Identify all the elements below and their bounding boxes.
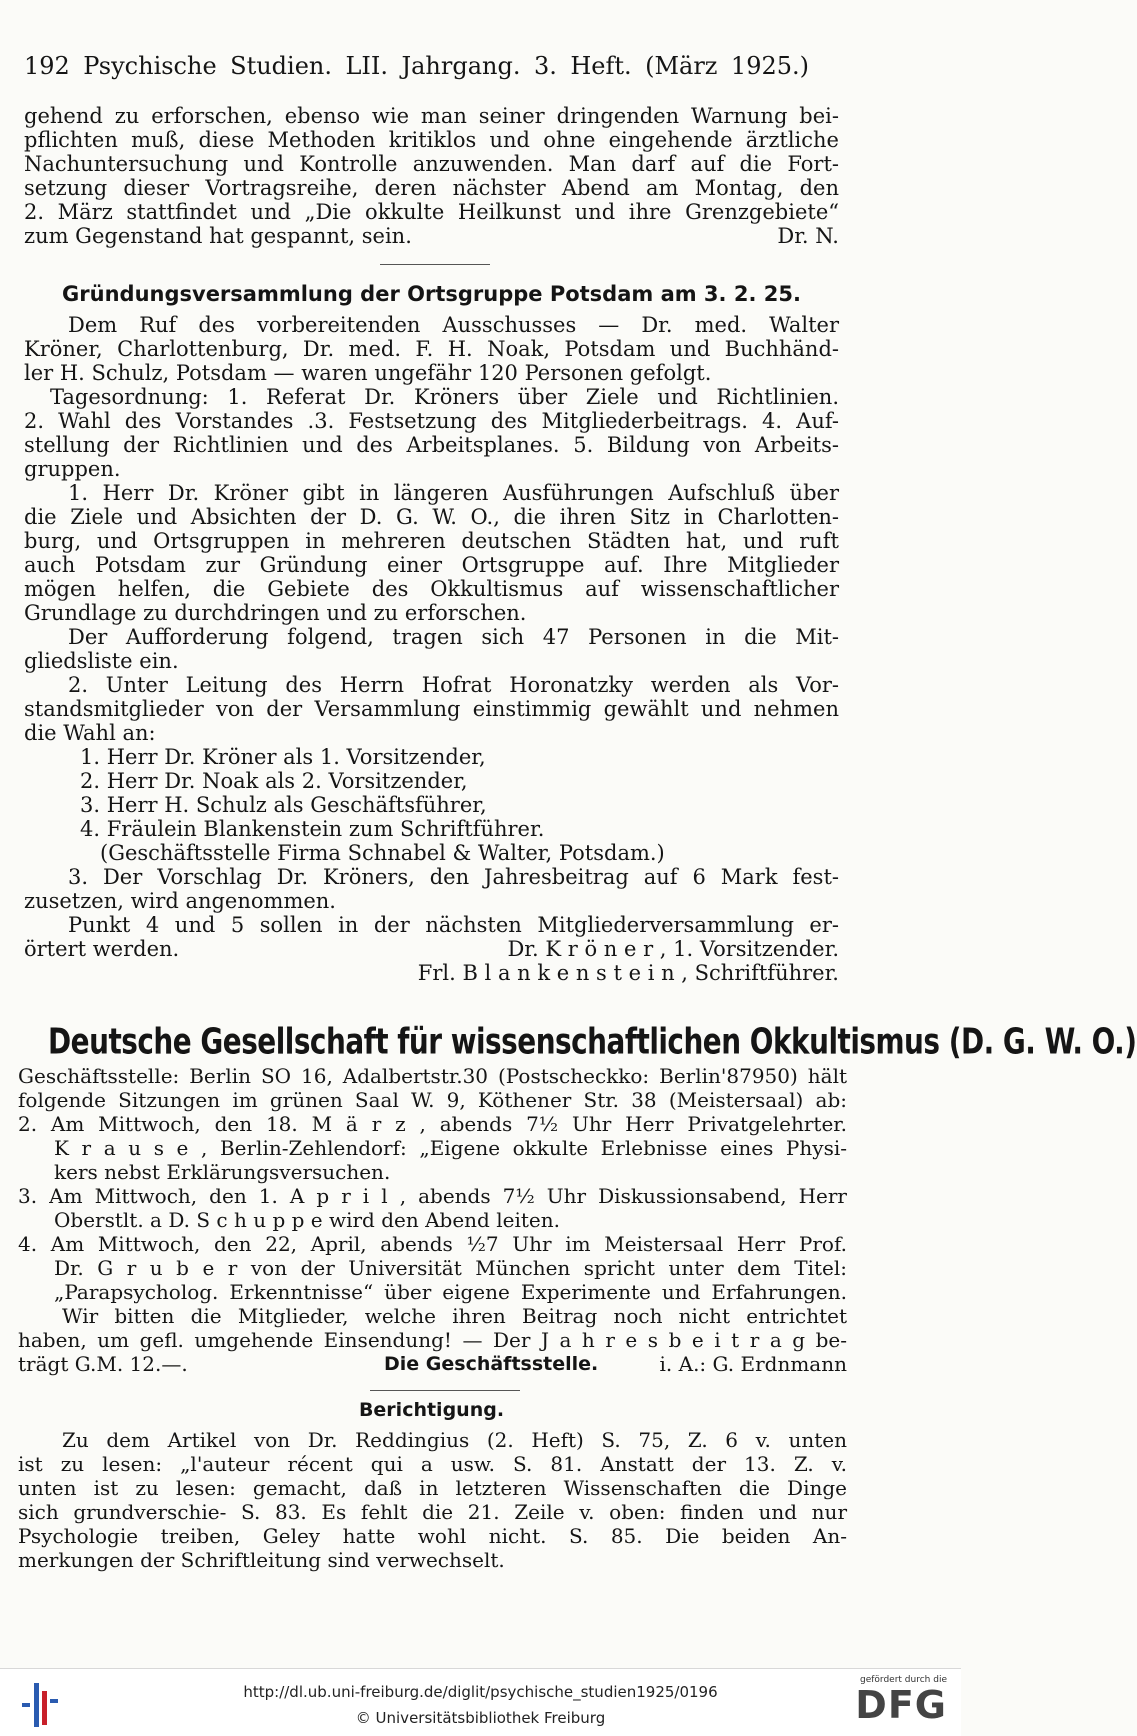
potsdam-line: ler H. Schulz, Potsdam — waren ungefähr 120 Personen gefolgt. <box>24 361 712 385</box>
signature-blankenstein: Frl. B l a n k e n s t e i n , Schriftführer. <box>417 961 839 985</box>
potsdam-line: gruppen. <box>24 457 121 481</box>
potsdam-line: Dem Ruf des vorbereitenden Ausschusses — Dr. med. Walter <box>68 313 839 337</box>
potsdam-line: mögen helfen, die Gebiete des Okkultismus auf wissenschaftlicher <box>24 577 839 601</box>
potsdam-line: stellung der Richtlinien und des Arbeitsplanes. 5. Bildung von Arbeits- <box>24 433 839 457</box>
dgwo-line: Geschäftsstelle: Berlin SO 16, Adalbertstr.30 (Postscheckko: Berlin'87950) hält <box>18 1064 847 1088</box>
potsdam-line: Kröner, Charlottenburg, Dr. med. F. H. Noak, Potsdam und Buchhänd- <box>24 337 839 361</box>
section-title-dgwo: Deutsche Gesellschaft für wissenschaftlichen Okkultismus (D. G. W. O.) <box>48 1021 1137 1063</box>
berichtigung-line: ist zu lesen: „l'auteur récent qui a usw. S. 81. Anstatt der 13. Z. v. <box>18 1452 847 1476</box>
potsdam-line: die Ziele und Absichten der D. G. W. O., die ihren Sitz in Charlotten- <box>24 505 839 529</box>
potsdam-line: Tagesordnung: 1. Referat Dr. Kröners über Ziele und Richtlinien. <box>50 385 839 409</box>
potsdam-line: zusetzen, wird angenommen. <box>24 889 336 913</box>
intro-line: pflichten muß, diese Methoden kritiklos und ohne eingehende ärztliche <box>24 128 839 152</box>
section-title-berichtigung: Berichtigung. <box>358 1399 505 1421</box>
dfg-funding-label: gefördert durch die <box>860 1675 947 1685</box>
potsdam-line: Der Aufforderung folgend, tragen sich 47 Personen in die Mit- <box>68 625 839 649</box>
berichtigung-line: Zu dem Artikel von Dr. Reddingius (2. Heft) S. 75, Z. 6 v. unten <box>62 1428 847 1452</box>
potsdam-line: auch Potsdam zur Gründung einer Ortsgruppe auf. Ihre Mitglieder <box>24 553 839 577</box>
berichtigung-last-line: merkungen der Schriftleitung sind verwechselt. <box>18 1548 505 1572</box>
signature-kroener: Dr. K r ö n e r , 1. Vorsitzender. <box>507 937 839 961</box>
potsdam-line: 3. Der Vorschlag Dr. Kröners, den Jahresbeitrag auf 6 Mark fest- <box>68 865 839 889</box>
running-head: 192 Psychische Studien. LII. Jahrgang. 3. Heft. (März 1925.) <box>24 52 809 80</box>
potsdam-last-line: örtert werden. <box>24 937 180 961</box>
intro-line: setzung dieser Vortragsreihe, deren nächster Abend am Montag, den <box>24 176 839 200</box>
potsdam-line: gliedsliste ein. <box>24 649 179 673</box>
signature-erdnmann: i. A.: G. Erdnmann <box>659 1352 847 1376</box>
intro-line: Nachuntersuchung und Kontrolle anzuwenden. Man darf auf die Fort- <box>24 152 839 176</box>
dgwo-line: K r a u s e , Berlin-Zehlendorf: „Eigene okkulte Erlebnisse eines Physi- <box>54 1136 847 1160</box>
signature-geschaeftsstelle: Die Geschäftsstelle. <box>384 1353 599 1375</box>
footer-bar <box>0 1668 961 1736</box>
berichtigung-line: sich grundverschie- S. 83. Es fehlt die 21. Zeile v. oben: finden und nur <box>18 1500 847 1524</box>
potsdam-line: 1. Herr Dr. Kröner gibt in längeren Ausführungen Aufschluß über <box>68 481 839 505</box>
board-member: 2. Herr Dr. Noak als 2. Vorsitzender, <box>80 769 468 793</box>
separator <box>380 264 490 265</box>
board-member: 3. Herr H. Schulz als Geschäftsführer, <box>80 793 487 817</box>
potsdam-line: burg, und Ortsgruppen in mehreren deutschen Städten hat, und ruft <box>24 529 839 553</box>
berichtigung-line: unten ist zu lesen: gemacht, daß in letzteren Wissenschaften die Dinge <box>18 1476 847 1500</box>
copyright-notice: © Universitätsbibliothek Freiburg <box>355 1709 606 1727</box>
dgwo-line: 4. Am Mittwoch, den 22, April, abends ½7 Uhr im Meistersaal Herr Prof. <box>18 1232 847 1256</box>
board-member: 4. Fräulein Blankenstein zum Schriftführer. <box>80 817 545 841</box>
dgwo-line: Wir bitten die Mitglieder, welche ihren Beitrag noch nicht entrichtet <box>62 1304 847 1328</box>
potsdam-line: 2. Unter Leitung des Herrn Hofrat Horonatzky werden als Vor- <box>68 673 839 697</box>
intro-line: 2. März stattfindet und „Die okkulte Heilkunst und ihre Grenzgebiete“ <box>24 200 839 224</box>
potsdam-line: 2. Wahl des Vorstandes .3. Festsetzung des Mitgliederbeitrags. 4. Auf- <box>24 409 839 433</box>
potsdam-line: Punkt 4 und 5 sollen in der nächsten Mitgliederversammlung er- <box>68 913 839 937</box>
dgwo-line: „Parapsycholog. Erkenntnisse“ über eigene Experimente und Erfahrungen. <box>54 1280 847 1304</box>
permalink-link[interactable]: http://dl.ub.uni-freiburg.de/diglit/psychische_studien1925/0196 <box>243 1683 718 1701</box>
dgwo-line: 2. Am Mittwoch, den 18. M ä r z , abends 7½ Uhr Herr Privatgelehrter. <box>18 1112 847 1136</box>
dgwo-line: folgende Sitzungen im grünen Saal W. 9, Köthener Str. 38 (Meistersaal) ab: <box>18 1088 847 1112</box>
dgwo-line: kers nebst Erklärungsversuchen. <box>54 1160 391 1184</box>
dgwo-last-line: trägt G.M. 12.—. <box>18 1352 188 1376</box>
berichtigung-line: Psychologie treiben, Geley hatte wohl nicht. S. 85. Die beiden An- <box>18 1524 847 1548</box>
board-member: 1. Herr Dr. Kröner als 1. Vorsitzender, <box>80 745 486 769</box>
intro-line: gehend zu erforschen, ebenso wie man seiner dringenden Warnung bei- <box>24 104 839 128</box>
section-title-potsdam: Gründungsversammlung der Ortsgruppe Potsdam am 3. 2. 25. <box>62 282 801 306</box>
dgwo-line: 3. Am Mittwoch, den 1. A p r i l , abends 7½ Uhr Diskussionsabend, Herr <box>18 1184 847 1208</box>
intro-last-line: zum Gegenstand hat gespannt, sein. <box>24 224 412 248</box>
potsdam-line: standsmitglieder von der Versammlung einstimmig gewählt und nehmen <box>24 697 839 721</box>
dfg-logo-text: DFG <box>855 1683 947 1727</box>
dgwo-line: haben, um gefl. umgehende Einsendung! — Der J a h r e s b e i t r a g be- <box>18 1328 847 1352</box>
potsdam-line: die Wahl an: <box>24 721 156 745</box>
dfg-logo <box>839 1675 947 1725</box>
office-note: (Geschäftsstelle Firma Schnabel & Walter, Potsdam.) <box>100 841 665 865</box>
dgwo-line: Dr. G r u b e r von der Universität München spricht unter dem Titel: <box>54 1256 847 1280</box>
separator <box>370 1390 520 1391</box>
dgwo-line: Oberstlt. a D. S c h u p p e wird den Abend leiten. <box>54 1208 560 1232</box>
intro-signature: Dr. N. <box>777 224 839 248</box>
potsdam-line: Grundlage zu durchdringen und zu erforschen. <box>24 601 527 625</box>
